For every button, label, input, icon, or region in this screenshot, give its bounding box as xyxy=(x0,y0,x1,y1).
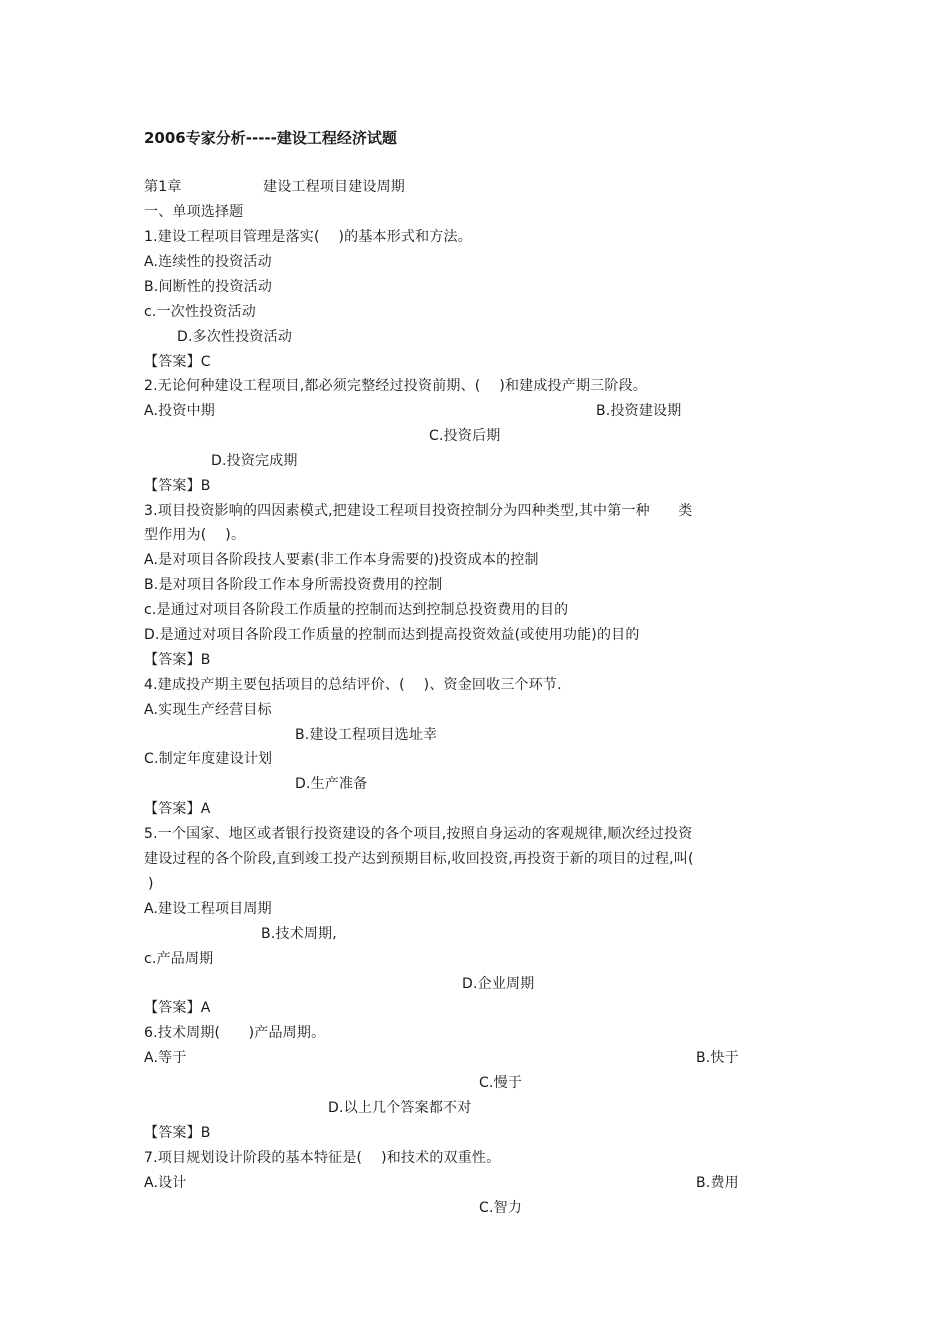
question-4: 4.建成投产期主要包括项目的总结评价、( )、资金回收三个环节. xyxy=(144,677,562,693)
q4-option-b: B.建设工程项目选址幸 xyxy=(295,727,438,743)
q3-option-d: D.是通过对项目各阶段工作质量的控制而达到提高投资效益(或使用功能)的目的 xyxy=(144,627,640,643)
q1-option-d: D.多次性投资活动 xyxy=(177,329,293,345)
section-heading: 一、单项选择题 xyxy=(144,204,244,220)
q5-option-b: B.技术周期, xyxy=(261,926,337,942)
q1-option-b: B.间断性的投资活动 xyxy=(144,279,273,295)
q3-option-b: B.是对项目各阶段工作本身所需投资费用的控制 xyxy=(144,577,443,593)
question-3-line-2: 型作用为( )。 xyxy=(144,527,246,543)
question-1: 1.建设工程项目管理是落实( )的基本形式和方法。 xyxy=(144,229,472,245)
q1-option-c: c.一次性投资活动 xyxy=(144,304,256,320)
q7-option-c: C.智力 xyxy=(479,1200,523,1216)
question-6: 6.技术周期( )产品周期。 xyxy=(144,1025,326,1041)
q6-option-c: C.慢于 xyxy=(479,1075,523,1091)
q2-option-c: C.投资后期 xyxy=(429,428,501,444)
q4-option-a: A.实现生产经营目标 xyxy=(144,702,272,718)
question-5-line-1: 5.一个国家、地区或者银行投资建设的各个项目,按照自身运动的客观规律,顺次经过投资 xyxy=(144,826,693,842)
q5-option-a: A.建设工程项目周期 xyxy=(144,901,272,917)
q7-option-a: A.设计 xyxy=(144,1175,187,1191)
question-5-line-3: ) xyxy=(148,876,154,892)
q2-option-d: D.投资完成期 xyxy=(211,453,298,469)
q3-option-c: c.是通过对项目各阶段工作质量的控制而达到控制总投资费用的目的 xyxy=(144,602,569,618)
q4-answer: 【答案】A xyxy=(144,801,211,817)
q3-answer: 【答案】B xyxy=(144,652,211,668)
q2-option-a: A.投资中期 xyxy=(144,403,215,419)
q3-option-a: A.是对项目各阶段技人要素(非工作本身需要的)投资成本的控制 xyxy=(144,552,539,568)
question-2: 2.无论何种建设工程项目,都必须完整经过投资前期、( )和建成投产期三阶段。 xyxy=(144,378,647,394)
q2-option-b: B.投资建设期 xyxy=(596,403,682,419)
question-7: 7.项目规划设计阶段的基本特征是( )和技术的双重性。 xyxy=(144,1150,501,1166)
question-3-line-1: 3.项目投资影响的四因素模式,把建设工程项目投资控制分为四种类型,其中第一种 类 xyxy=(144,503,693,519)
q6-option-d: D.以上几个答案都不对 xyxy=(328,1100,472,1116)
q6-option-a: A.等于 xyxy=(144,1050,187,1066)
q5-option-c: c.产品周期 xyxy=(144,951,214,967)
q5-answer: 【答案】A xyxy=(144,1000,211,1016)
q1-answer: 【答案】C xyxy=(144,354,211,370)
chapter-title: 建设工程项目建设周期 xyxy=(263,179,405,195)
q2-answer: 【答案】B xyxy=(144,478,211,494)
q5-option-d: D.企业周期 xyxy=(462,976,535,992)
q6-answer: 【答案】B xyxy=(144,1125,211,1141)
question-5-line-2: 建设过程的各个阶段,直到竣工投产达到预期目标,收回投资,再投资于新的项目的过程,叫( xyxy=(144,851,694,867)
document-title: 2006专家分析-----建设工程经济试题 xyxy=(144,129,397,147)
q4-option-d: D.生产准备 xyxy=(295,776,368,792)
q6-option-b: B.快于 xyxy=(696,1050,739,1066)
q1-option-a: A.连续性的投资活动 xyxy=(144,254,272,270)
q4-option-c: C.制定年度建设计划 xyxy=(144,751,273,767)
chapter-label: 第1章 xyxy=(144,179,182,195)
q7-option-b: B.费用 xyxy=(696,1175,739,1191)
